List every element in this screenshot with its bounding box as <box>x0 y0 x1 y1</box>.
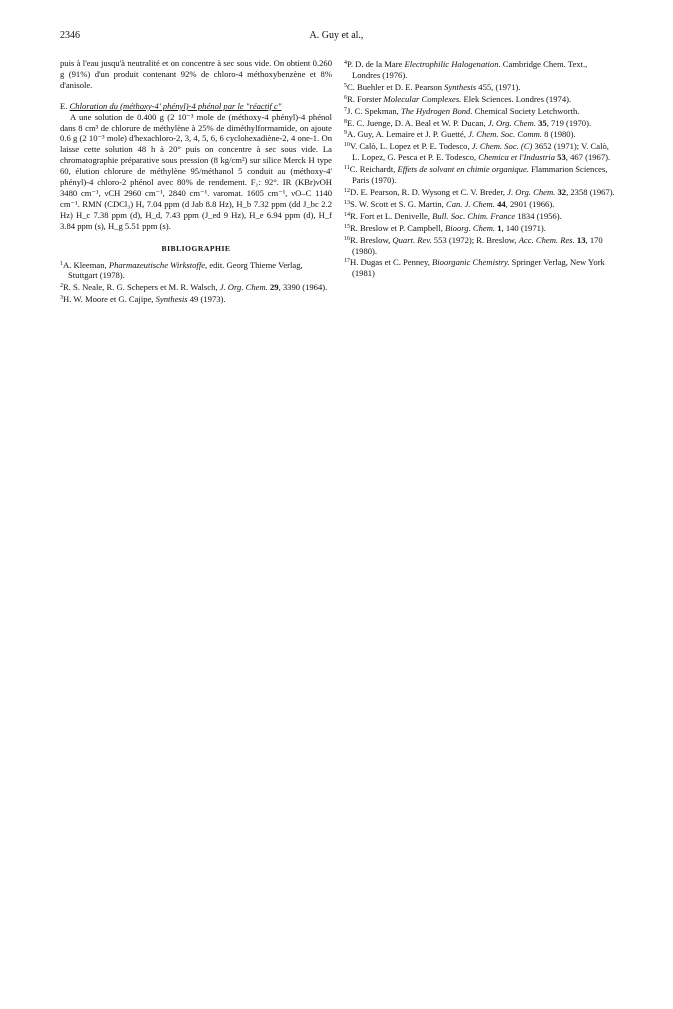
reference-journal: Can. J. Chem. <box>445 198 495 209</box>
reference-list-left <box>60 259 332 306</box>
right-column <box>344 58 616 279</box>
reference-number: 10 <box>344 142 350 149</box>
reference-number: 9 <box>344 130 347 137</box>
reference-authors: J. C. Spekman, <box>347 105 401 116</box>
reference-authors: E. C. Juenge, D. A. Beal et W. P. Ducan, <box>347 117 488 128</box>
reference-authors: R. Forster <box>347 93 384 104</box>
reference-authors: R. Breslow et P. Campbell, <box>350 222 446 233</box>
reference-authors: S. W. Scott et S. G. Martin, <box>350 198 446 209</box>
reference-authors: R. Fort et L. Denivelle, <box>350 210 433 221</box>
page-header <box>60 30 613 44</box>
reference-text: 553 (1972); R. Breslow, <box>431 234 519 245</box>
reference-number: 3 <box>60 295 63 302</box>
reference-text: Flammarion Sciences, Paris (1970). <box>352 164 608 186</box>
reference-item <box>60 281 332 293</box>
reference-volume: 53 <box>557 152 566 163</box>
reference-journal: Synthesis <box>444 81 477 92</box>
reference-pages: , 467 (1967). <box>565 152 611 163</box>
reference-item <box>344 234 616 257</box>
reference-pages: , 170 (1980). <box>352 234 603 256</box>
reference-journal: The Hydrogen Bond. <box>400 105 473 116</box>
reference-number: 11 <box>344 165 350 172</box>
reference-pages: , 140 (1971). <box>501 222 546 233</box>
reference-journal: J. Org. Chem. <box>487 117 536 128</box>
reference-item <box>344 93 616 105</box>
reference-authors: C. Buehler et D. E. Pearson <box>347 81 445 92</box>
reference-text: Cambridge Chem. Text., Londres (1976). <box>352 59 588 80</box>
reference-item <box>344 186 616 198</box>
reference-item <box>344 256 616 279</box>
reference-item <box>344 117 616 129</box>
reference-item <box>344 58 616 81</box>
reference-list-right <box>344 58 616 279</box>
reference-volume: 44 <box>497 198 506 209</box>
running-head: A. Guy et al., <box>309 30 364 41</box>
reference-journal: Pharmazeutische Wirkstoffe <box>108 259 206 270</box>
reference-item <box>60 293 332 305</box>
reference-item <box>344 81 616 93</box>
reference-authors: V. Calò, L. Lopez et P. E. Todesco, <box>350 141 472 152</box>
reference-authors: D. E. Pearson, R. D. Wysong et C. V. Breder, <box>350 186 508 197</box>
reference-journal: Effets de solvant en chimie organique. <box>397 164 529 175</box>
reference-journal: Synthesis <box>155 294 188 305</box>
reference-text: Elek Sciences. Londres (1974). <box>461 93 572 104</box>
reference-journal: J. Chem. Soc. Comm. <box>468 129 542 140</box>
reference-number: 12 <box>344 187 350 194</box>
reference-number: 8 <box>344 118 347 125</box>
reference-number: 1 <box>60 260 63 267</box>
reference-pages: , 2901 (1966). <box>505 198 555 209</box>
reference-text: 49 (1973). <box>187 294 226 305</box>
reference-item <box>344 128 616 140</box>
reference-authors: H. Dugas et C. Penney, <box>350 257 433 268</box>
reference-number: 14 <box>344 211 350 218</box>
reference-pages: , 2358 (1967). <box>566 186 615 197</box>
reference-authors: R. Breslow, <box>350 234 393 245</box>
paragraph-continuation: puis à l'eau jusqu'à neutralité et on concentre à sec sous vide. On obtient 0.260 g (91%) d'un produit contenant 92% de chloro-4 méthoxybenzène et 8% d'anisole. <box>60 58 332 90</box>
reference-text: Chemical Society Letchworth. <box>472 105 580 116</box>
reference-authors: A. Kleeman, <box>63 259 109 270</box>
bibliography-heading: BIBLIOGRAPHIE <box>161 243 231 253</box>
reference-number: 5 <box>344 82 347 89</box>
reference-authors: P. D. de la Mare <box>347 59 405 69</box>
reference-volume: 13 <box>576 234 586 245</box>
reference-item <box>344 163 616 186</box>
page-number: 2346 <box>60 30 80 41</box>
section-title <box>60 101 332 112</box>
reference-item <box>344 198 616 210</box>
reference-authors: C. Reichardt, <box>349 164 398 175</box>
reference-volume: 29 <box>269 282 279 293</box>
reference-number: 4 <box>344 60 347 66</box>
section-title-text: Chloration du (méthoxy-4' phényl)-4 phénol par le "réactif c" <box>69 100 282 111</box>
left-column <box>60 58 332 305</box>
reference-journal: Bioorganic Chemistry. <box>432 257 510 268</box>
reference-text: , edit. Georg Thieme Verlag, Stuttgart (1978). <box>68 259 303 281</box>
reference-number: 17 <box>344 258 350 265</box>
reference-number: 6 <box>344 94 347 101</box>
reference-text: 8 (1980). <box>541 129 576 140</box>
reference-text: 1834 (1956). <box>515 210 562 221</box>
reference-volume: 32 <box>557 186 567 197</box>
reference-authors: A. Guy, A. Lemaire et J. P. Guetté, <box>347 129 469 140</box>
reference-journal: J. Org. Chem. <box>219 282 268 293</box>
reference-item <box>60 259 332 282</box>
reference-journal: Acc. Chem. Res. <box>518 234 575 245</box>
reference-journal: Chemica et l'Industria <box>478 152 556 163</box>
paragraph-experimental: A une solution de 0.400 g (2 10⁻³ mole de (méthoxy-4 phényl)-4 phénol dans 8 cm³ de chlorure de méthylène à 25% de diméthylformamide, on ajoute 0.6 g (2 10⁻³ mole) d'hexachloro-2, 3, 4, 5, 6, 6 cyclohexadiène-2, 4 one-1. On laisse cette solution 48 h à 20° puis on concentre à sec sous vide. La chromatographie préparative sous pression (8 kg/cm²) sur silice Merck H type 60, élution chlorure de méthylène 95/méthanol 5 conduit au (méthoxy-4' phényl)-4 chloro-2 phénol avec 80% de rendement. F₁: 92°. IR (KBr)νOH 3480 cm⁻¹, νCH 2960 cm⁻¹, 2840 cm⁻¹. νaromat. 1605 cm⁻¹, νO–C 1140 cm⁻¹. RMN (CDCl₃) Hₐ 7.04 ppm (d Jab 8.8 Hz), H_b 7.32 ppm (dd J_bc 2.2 Hz) H_c 7.38 ppm (d), H_d, 7.43 ppm (J_ed 9 Hz), H_e 6.94 ppm (d), H_f 3.84 ppm (s), H_g 5.51 ppm (s). <box>60 111 332 231</box>
reference-journal: J. Chem. Soc. (C) <box>471 141 533 152</box>
reference-volume: 35 <box>538 117 547 128</box>
reference-journal: Bioorg. Chem. <box>445 222 496 233</box>
reference-text: 3652 (1971); V. Calò, L. Lopez, G. Pesca et P. E. Todesco, <box>352 141 609 163</box>
reference-text: Springer Verlag, New York (1981) <box>352 257 605 279</box>
reference-item <box>344 140 616 163</box>
section-letter: E. <box>60 100 68 111</box>
reference-text: 455, (1971). <box>476 81 521 92</box>
reference-item <box>344 222 616 234</box>
reference-journal: Quart. Rev. <box>392 234 432 245</box>
reference-number: 13 <box>344 199 350 206</box>
reference-authors: H. W. Moore et G. Cajipe, <box>63 294 156 305</box>
reference-journal: Molecular Complexes. <box>383 93 462 104</box>
reference-item <box>344 210 616 222</box>
reference-volume: 1 <box>497 222 502 233</box>
reference-pages: , 3390 (1964). <box>278 282 328 293</box>
reference-number: 16 <box>344 235 350 242</box>
reference-number: 2 <box>60 283 63 290</box>
reference-journal: J. Org. Chem. <box>507 186 556 197</box>
reference-pages: , 719 (1970). <box>546 117 592 128</box>
reference-journal: Bull. Soc. Chim. France <box>432 210 516 221</box>
reference-item <box>344 105 616 117</box>
reference-number: 15 <box>344 223 350 230</box>
reference-journal: Electrophilic Halogenation. <box>404 59 501 69</box>
reference-authors: R. S. Neale, R. G. Schepers et M. R. Walsch, <box>63 282 220 293</box>
reference-number: 7 <box>344 106 347 113</box>
